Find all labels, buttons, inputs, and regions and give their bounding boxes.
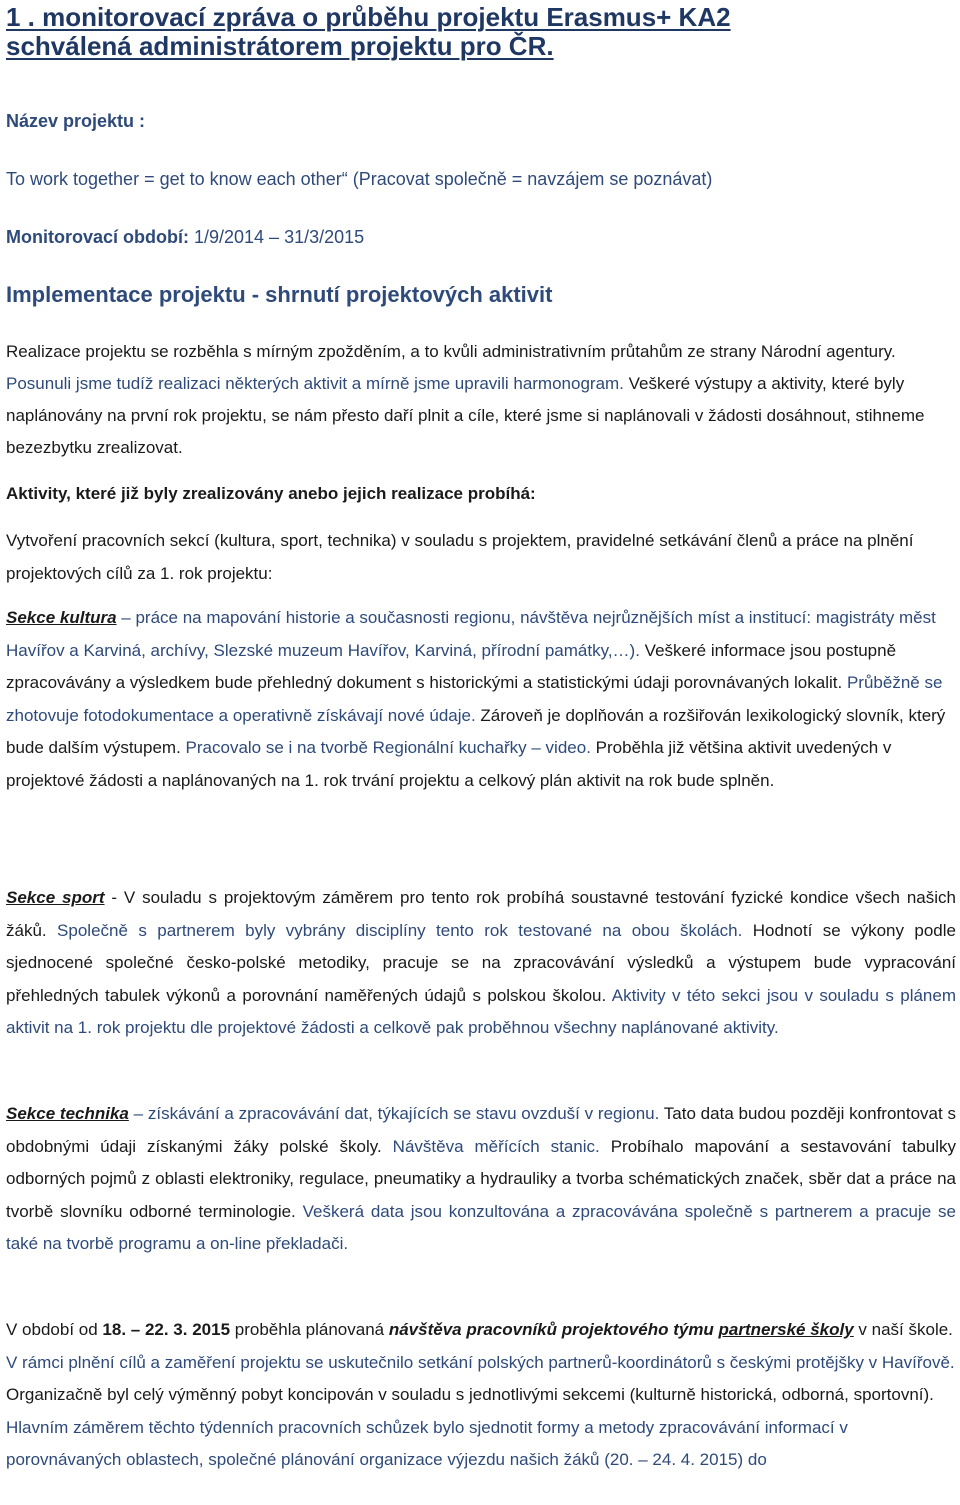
- intro-sentence-2: Posunuli jsme tudíž realizaci některých aktivit a mírně jsme upravili harmonogram.: [6, 374, 629, 393]
- title-line-1: 1 . monitorovací zpráva o průběhu projektu Erasmus+ KA2: [6, 2, 731, 32]
- document-page: [6, 0, 957, 1469]
- kultura-sentence-4: Zároveň je doplňován a rozšiřován lexikologický slovník, který bude dalším výstupem.: [6, 705, 946, 757]
- intro-sentence-3: Veškeré výstupy a aktivity, které byly naplánovány na první rok projektu, se nám přesto daří plnit a cíle, které jsme si naplánovali v žádosti dosáhnout, stihneme bezezbytku zrealizovat.: [6, 374, 925, 457]
- visit-part-1: V období od: [6, 1320, 103, 1339]
- visit-highlight: návštěva pracovníků projektového týmu: [388, 1320, 719, 1339]
- visit-paragraph: [6, 1314, 956, 1477]
- sport-sentence-1: - V souladu s projektovým záměrem pro tento rok probíhá soustavné testování fyzické kondice všech našich žáků.: [6, 888, 956, 940]
- section-sport-paragraph: [6, 882, 956, 1045]
- technika-sentence-5: Veškerá data jsou konzultována a zpracovávána společně s partnerem a pracuje se také na tvorbě programu a on-line překladači.: [6, 1201, 956, 1253]
- monitoring-period: [6, 224, 364, 252]
- section-kultura-name: Sekce kultura: [6, 608, 117, 627]
- section-kultura-paragraph: [6, 602, 956, 797]
- visit-sentence-3: Organizačně byl celý výměnný pobyt koncipován v souladu s jednotlivými sekcemi (kulturně historická, odborná, sportovní).: [6, 1385, 934, 1404]
- kultura-sentence-6: Proběhla již většina aktivit uvedených v projektové žádosti a naplánovaných na 1. rok trvání projektu a celkový plán aktivit na rok bude splněn.: [6, 738, 892, 790]
- project-name-value: To work together = get to know each other“ (Pracovat společně = navzájem se poznávat): [6, 169, 713, 189]
- visit-dates: 18. – 22. 3. 2015: [102, 1320, 231, 1339]
- technika-sentence-1: – získávání a zpracovávání dat, týkajících se stavu ovzduší v regionu.: [128, 1104, 664, 1123]
- visit-part-3: v naší škole.: [853, 1320, 953, 1339]
- technika-sentence-3: Návštěva měřících stanic.: [392, 1136, 611, 1156]
- visit-partner-school: partnerské školy: [718, 1320, 854, 1339]
- document-title: [6, 0, 956, 61]
- period-label: Monitorovací období:: [6, 227, 189, 247]
- implementation-heading: Implementace projektu - shrnutí projektových aktivit: [6, 282, 553, 307]
- intro-sentence-1: Realizace projektu se rozběhla s mírným zpožděním, a to kvůli administrativním průtahům ze strany Národní agentury.: [6, 342, 896, 361]
- visit-part-2: proběhla plánovaná: [230, 1320, 389, 1339]
- kultura-sentence-2: Veškeré informace jsou postupně zpracovávány a výsledkem bude přehledný dokument s historickými a statistickými údaji porovnávaných lokalit.: [6, 640, 897, 692]
- intro-paragraph: [6, 336, 956, 464]
- period-value: 1/9/2014 – 31/3/2015: [188, 227, 365, 247]
- sport-sentence-4: Aktivity v této sekci jsou v souladu s plánem aktivit na 1. rok projektu dle projektové žádosti a celkově pak proběhnou všechny naplánované aktivity.: [6, 985, 956, 1037]
- kultura-sentence-3: Průběžně se zhotovuje fotodokumentace a operativně získávají nové údaje.: [6, 673, 943, 725]
- technika-sentence-2: Tato data budou později konfrontovat s obdobnými údaji získanými žáky polské školy.: [6, 1104, 956, 1156]
- technika-sentence-4: Probíhalo mapování a sestavování tabulky odborných pojmů z oblasti elektroniky, regulace, pneumatiky a hydrauliky a tvorba schématických značek, sběr dat a práce na tvorbě slovníku odborné terminologie.: [6, 1136, 957, 1221]
- title-line-2: schválená administrátorem projektu pro ČR.: [6, 31, 554, 61]
- visit-sentence-2: V rámci plnění cílů a zaměření projektu se uskutečnilo setkání polských partnerů-koordinátorů s českými protějšky v Havířově.: [6, 1352, 955, 1372]
- section-technika-paragraph: [6, 1098, 956, 1261]
- sections-intro-paragraph: Vytvoření pracovních sekcí (kultura, sport, technika) v souladu s projektem, pravidelné setkávání členů a práce na plnění projektových cílů za 1. rok projektu:: [6, 531, 914, 583]
- sport-sentence-3: Hodnotí se výkony podle sjednocené společné česko-polské metodiky, pracuje se na zpracovávání výsledků a výstupem bude vypracování přehledných tabulek výkonů a porovnání naměřených údajů s polskou školou.: [6, 920, 956, 1005]
- kultura-sentence-1: – práce na mapování historie a současnosti regionu, návštěva nejrůznějších míst a institucí: magistráty měst Havířov a Karviná, archívy, Slezské muzeum Havířov, Karviná, přírodní památky,…).: [6, 608, 936, 660]
- project-name-label: Název projektu :: [6, 111, 146, 131]
- section-technika-name: Sekce technika: [6, 1104, 129, 1123]
- activities-heading: Aktivity, které již byly zrealizovány anebo jejich realizace probíhá:: [6, 484, 536, 503]
- sport-sentence-2: Společně s partnerem byly vybrány disciplíny tento rok testované na obou školách.: [57, 920, 753, 940]
- section-sport-name: Sekce sport: [6, 888, 105, 907]
- visit-sentence-4: Hlavním záměrem těchto týdenních pracovních schůzek bylo sjednotit formy a metody zpracovávání informací v porovnávaných oblastech, společné plánování organizace výjezdu našich žáků (20. – 24. 4. 2015) do: [6, 1417, 848, 1469]
- kultura-sentence-5: Pracovalo se i na tvorbě Regionální kuchařky – video.: [185, 738, 596, 757]
